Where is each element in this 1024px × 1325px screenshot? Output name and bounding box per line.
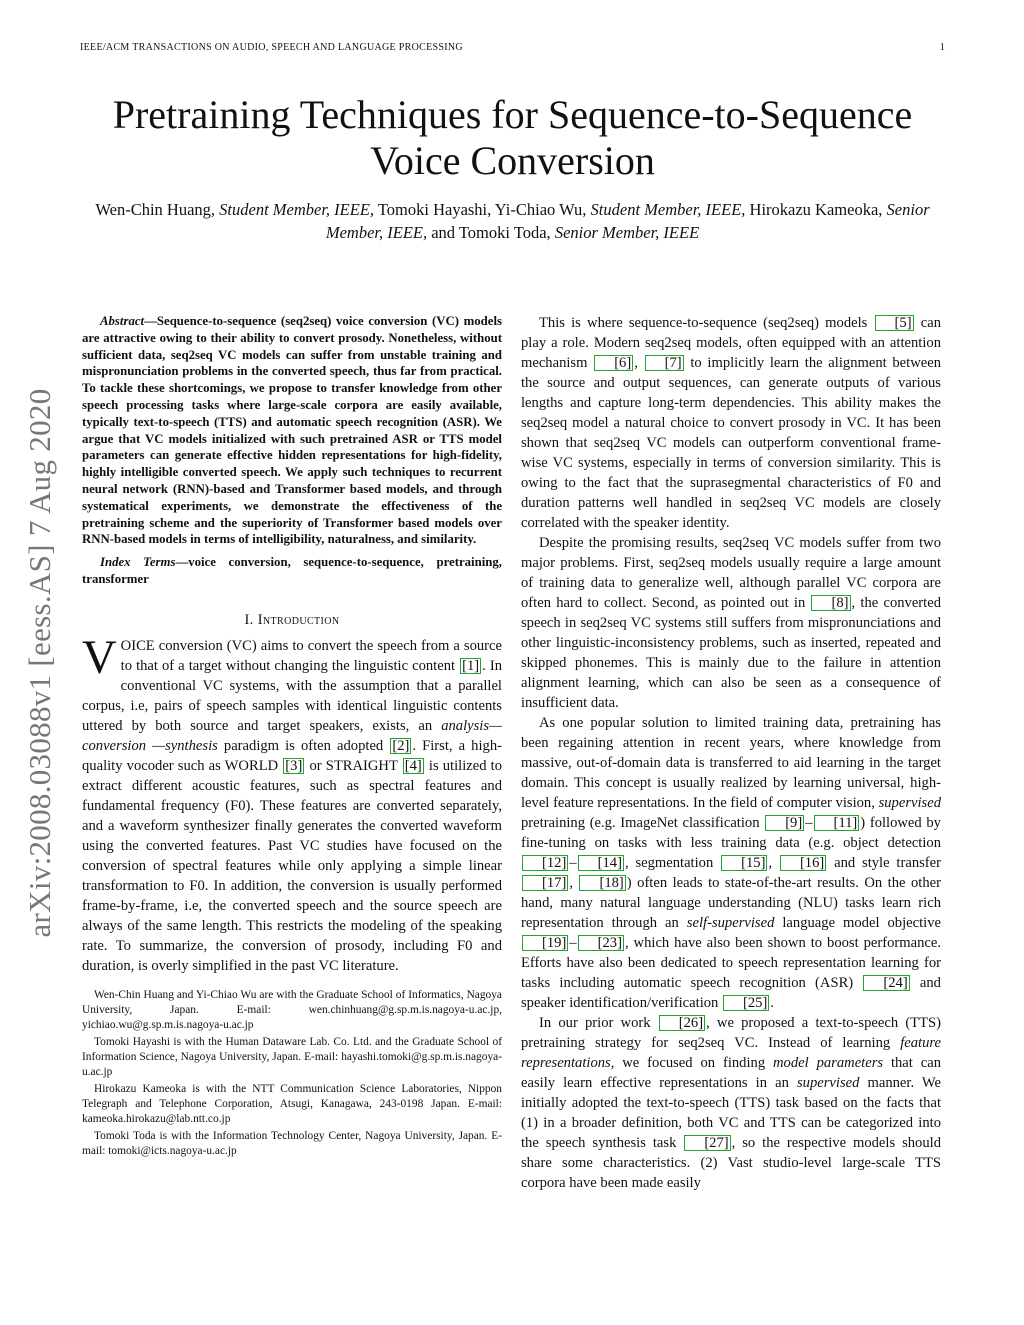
paragraph-text: to implicitly learn the alignment between the source and output sequences, can generate outputs of various lengths and capture long-term dependencies. This ability makes the seq2seq model a natural choice to convert prosody in VC. It has been shown that seq2seq VC models can outperform conventional frame-wise VC systems, especially in terms of conversion similarity. This is owing to the fact that the suprasegmental characteristics of F0 and duration patterns well handled in seq2seq VC models are closely correlated with the speaker identity.: [521, 355, 942, 531]
citation-link[interactable]: [6]: [594, 355, 633, 371]
footnote-affiliation: Tomoki Hayashi is with the Human Dataware Lab. Co. Ltd. and the Graduate School of Information Science, Nagoya University, Japan. E-mail: hayashi.tomoki@g.sp.m.is.nagoya-u.ac.jp: [82, 1035, 502, 1078]
section-title: Introduction: [257, 611, 340, 628]
paragraph-text: , we focused on finding: [610, 1055, 774, 1071]
emphasis-text: model parameters: [773, 1055, 884, 1071]
index-terms-label: Index Terms: [100, 555, 176, 570]
paragraph-text: –: [569, 935, 577, 951]
running-header: [80, 42, 945, 53]
emphasis-text: analysis—conversion —synthesis: [82, 717, 502, 754]
paragraph-text: , the converted speech in seq2seq VC systems still suffers from mispronunciations and other linguistic-inconsistency problems, such as inserted, repeated and skipped phonemes. This is mainly due to the failure in attention alignment learning, which can also be seen as a consequence of insufficient data.: [521, 595, 942, 711]
index-terms: [82, 554, 502, 588]
emphasis-text: supervised: [796, 1075, 860, 1091]
citation-link[interactable]: [17]: [522, 875, 568, 891]
citation-link[interactable]: [5]: [875, 315, 914, 331]
citation-link[interactable]: [16]: [780, 855, 826, 871]
right-paragraph-2: [521, 533, 941, 713]
citation-link[interactable]: [27]: [684, 1135, 730, 1151]
paper-title: [80, 92, 945, 184]
paragraph-text: is utilized to extract different acoustic features, such as spectral features and fundamental frequency (F0). These features are converted separately, and a waveform synthesizer finally generates the converted waveform using the converted features. Past VC studies have focused on the conversion of spectral features while only applying a simple linear transformation to F0. In addition, the conversion is usually performed frame-by-frame, i.e, the converted speech and the source speech are always of the same length. This restricts the modeling of the speaking rate. To summarize, the conversion of prosody, including F0 and duration, is overly simplified in the past VC literature.: [82, 757, 502, 974]
paragraph-text: pretraining (e.g. ImageNet classification: [521, 815, 765, 831]
paragraph-text: or STRAIGHT: [305, 757, 402, 774]
footnote-affiliation: Tomoki Toda is with the Information Technology Center, Nagoya University, Japan. E-mail: tomoki@icts.nagoya-u.ac.jp: [82, 1129, 502, 1157]
paragraph-text: Despite the promising results, seq2seq VC models suffer from two major problems. First, seq2seq models usually require a large amount of training data to generalize well, although parallel VC corpora are often hard to collect. Second, as pointed out in: [521, 535, 941, 611]
footnote-affiliation: Wen-Chin Huang and Yi-Chiao Wu are with the Graduate School of Informatics, Nagoya University, Japan. E-mail: wen.chinhuang@g.sp.m.is.nagoya-u.ac.jp, yichiao.wu@g.sp.m.is.nagoya-u.ac.jp: [82, 988, 502, 1031]
paragraph-text: –: [569, 855, 577, 871]
citation-link[interactable]: [23]: [578, 935, 624, 951]
author-role: Student Member, IEEE,: [590, 200, 746, 219]
paragraph-text: can play a role. Modern seq2seq models, often equipped with an attention mechanism: [521, 315, 941, 371]
paragraph-text: and style transfer: [827, 855, 941, 871]
section-number: I.: [244, 611, 254, 628]
right-paragraph-3: [521, 713, 941, 1013]
author: and Tomoki Toda,: [427, 223, 555, 242]
title-line-1: Pretraining Techniques for Sequence-to-Sequence: [112, 92, 913, 137]
citation-link[interactable]: [1]: [462, 657, 480, 674]
citation-link[interactable]: [19]: [522, 935, 568, 951]
citation-link[interactable]: [15]: [721, 855, 767, 871]
paragraph-text: that can easily learn effective representations in an: [521, 1055, 941, 1091]
paragraph-text: ,: [634, 355, 644, 371]
intro-paragraph-1: [82, 630, 502, 976]
citation-link[interactable]: [18]: [579, 875, 625, 891]
abstract-text: —Sequence-to-sequence (seq2seq) voice conversion (VC) models are attractive owing to their ability to convert prosody. Nonetheless, without sufficient data, seq2seq VC models can suffer from unstable training and mispronunciation problems in the converted speech, thus far from practical. To tackle these shortcomings, we propose to transfer knowledge from other speech processing tasks where large-scale corpora are easily available, typically text-to-speech (TTS) and automatic speech recognition (ASR). We argue that VC models initialized with such pretrained ASR or TTS model parameters can generate effective hidden representations for high-fidelity, highly intelligible converted speech. We apply such techniques to recurrent neural network (RNN)-based and Transformer based models, and through systematical experiments, we demonstrate the effectiveness of the pretraining scheme and the superiority of Transformer based models over RNN-based models in terms of intelligibility, naturalness, and similarity.: [82, 314, 502, 547]
author: Hirokazu Kameoka,: [745, 200, 887, 219]
paragraph-text: , which have also been shown to boost performance. Efforts have also been dedicated to speech representation learning for tasks including automatic speech recognition (ASR): [521, 935, 941, 991]
paragraph-text: ) often leads to state-of-the-art results. On the other hand, many natural language understanding (NLU) tasks learn rich representation through an: [521, 875, 941, 931]
left-column: [82, 313, 502, 1161]
emphasis-text: self-supervised: [686, 915, 775, 931]
author: Tomoki Hayashi, Yi-Chiao Wu,: [374, 200, 591, 219]
citation-link[interactable]: [14]: [578, 855, 624, 871]
author-list: [80, 198, 945, 244]
section-heading-introduction: [82, 610, 502, 630]
emphasis-text: feature representations: [521, 1035, 941, 1071]
citation-link[interactable]: [7]: [645, 355, 684, 371]
journal-name: IEEE/ACM TRANSACTIONS ON AUDIO, SPEECH AND LANGUAGE PROCESSING: [80, 42, 463, 53]
citation-link[interactable]: [4]: [404, 757, 422, 774]
footnote-affiliation: Hirokazu Kameoka is with the NTT Communication Science Laboratories, Nippon Telegraph and Telephone Corporation, Atsugi, Kanagawa, 243-0198 Japan. E-mail: kameoka.hirokazu@lab.ntt.co.jp: [82, 1082, 502, 1125]
right-paragraph-4: [521, 1013, 941, 1193]
right-column: [521, 313, 941, 1193]
citation-link[interactable]: [12]: [522, 855, 568, 871]
author-role: Senior Member, IEEE: [554, 223, 700, 242]
page-number: 1: [939, 42, 945, 53]
paragraph-text: manner. We initially adopted the text-to-speech (TTS) task based on the facts that (1) in a broader definition, both VC and TTS can be categorized into the speech synthesis task: [521, 1075, 942, 1151]
author-role: Senior Member, IEEE,: [325, 200, 930, 242]
paragraph-text: ,: [569, 875, 579, 891]
index-terms-text: —voice conversion, sequence-to-sequence, pretraining, transformer: [82, 555, 503, 586]
citation-link[interactable]: [11]: [814, 815, 860, 831]
citation-link[interactable]: [24]: [863, 975, 909, 991]
paragraph-text: paradigm is often adopted: [217, 737, 390, 754]
abstract: [82, 313, 502, 548]
paragraph-text: , we proposed a text-to-speech (TTS) pretraining strategy for seq2seq VC. Instead of learning: [521, 1015, 941, 1051]
right-paragraph-1: [521, 313, 941, 533]
paragraph-text: ,: [768, 855, 779, 871]
paragraph-text: As one popular solution to limited training data, pretraining has been regaining attention in recent years, where knowledge from massive, out-of-domain data is transferred to aid learning in the target domain. This concept is usually realized by learning universal, high-level feature representations. In the field of computer vision,: [521, 715, 941, 811]
drop-cap: V: [82, 630, 117, 684]
author-role: Student Member, IEEE,: [219, 200, 375, 219]
paragraph-text: In our prior work: [539, 1015, 658, 1031]
paragraph-text: .: [770, 995, 774, 1011]
abstract-label: Abstract: [100, 314, 145, 328]
paragraph-text: and speaker identification/verification: [521, 975, 941, 1011]
title-line-2: Voice Conversion: [370, 138, 655, 183]
citation-link[interactable]: [9]: [765, 815, 804, 831]
paragraph-text: , so the respective models should share some characteristics. (2) Vast studio-level large-scale TTS corpora have been made easily: [521, 1135, 941, 1191]
footnotes: [82, 988, 502, 1159]
paragraph-text: –: [805, 815, 813, 831]
author: Wen-Chin Huang,: [95, 200, 220, 219]
paragraph-text: . First, a high-quality vocoder such as WORLD: [82, 737, 502, 774]
citation-link[interactable]: [2]: [392, 737, 410, 754]
paragraph-text: , segmentation: [624, 855, 721, 871]
paragraph-text: . In conventional VC systems, with the assumption that a parallel corpus, i.e, pairs of speech samples with identical linguistic contents uttered by both source and target speakers, exists, an: [82, 657, 502, 734]
citation-link[interactable]: [25]: [723, 995, 769, 1011]
citation-link[interactable]: [26]: [659, 1015, 705, 1031]
citation-link[interactable]: [8]: [811, 595, 850, 611]
arxiv-identifier: arXiv:2008.03088v1 [eess.AS] 7 Aug 2020: [22, 388, 57, 938]
paragraph-text: This is where sequence-to-sequence (seq2seq) models: [539, 315, 874, 331]
citation-link[interactable]: [3]: [285, 757, 303, 774]
paragraph-text: language model objective: [774, 915, 941, 931]
paragraph-text: ) followed by fine-tuning on tasks with less training data (e.g. object detection: [521, 815, 941, 851]
emphasis-text: supervised: [878, 795, 941, 811]
paragraph-text: OICE conversion (VC) aims to convert the speech from a source to that of a target without changing the linguistic content: [120, 637, 502, 674]
